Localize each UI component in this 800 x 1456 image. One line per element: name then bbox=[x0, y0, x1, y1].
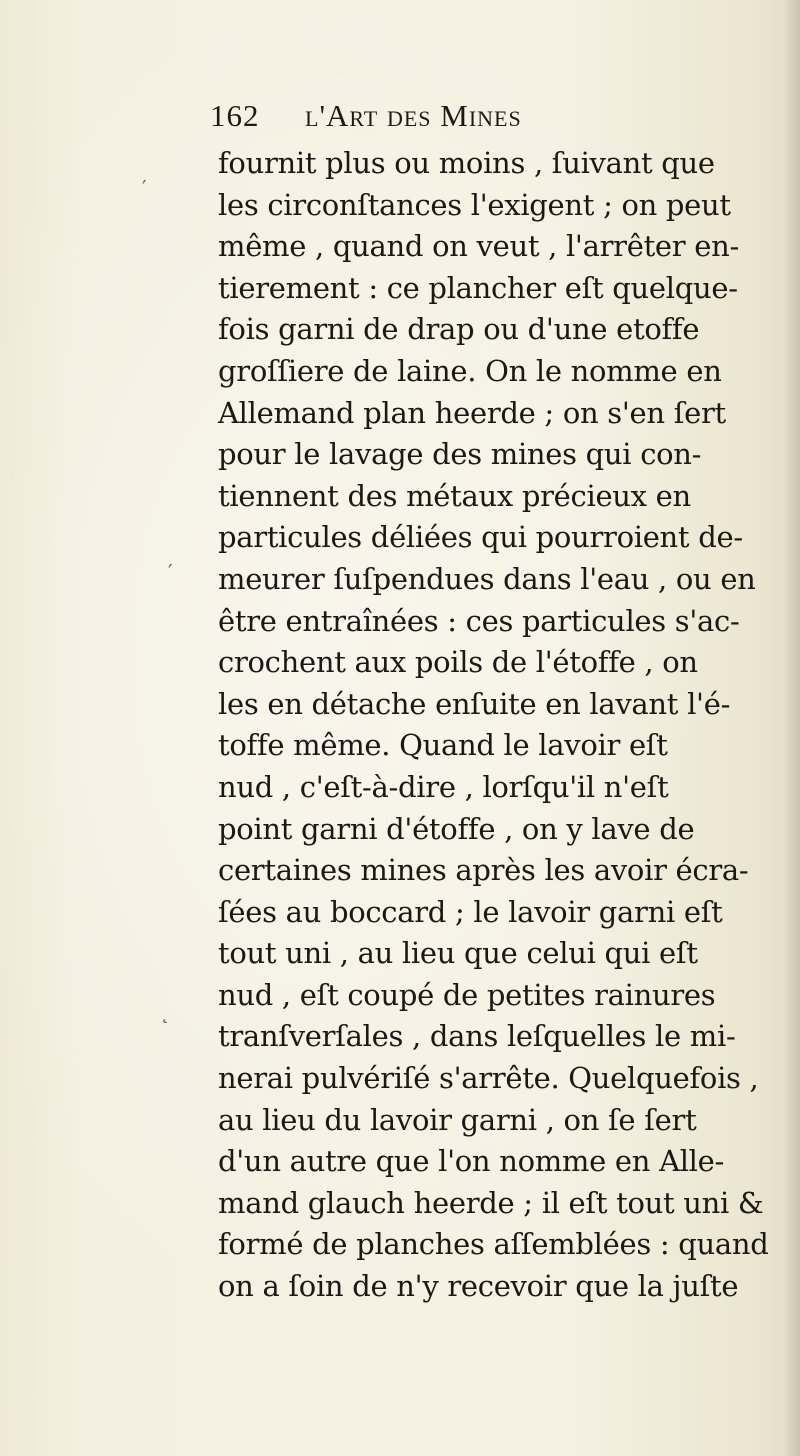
text-line: formé de planches aſſemblées : quand bbox=[218, 1227, 769, 1262]
running-head: l'Art des Mines bbox=[305, 98, 522, 133]
text-line: nud , c'eſt-à-dire , lorſqu'il n'eſt bbox=[218, 769, 669, 804]
text-line: toffe même. Quand le lavoir eſt bbox=[218, 728, 668, 763]
text-line: on a ſoin de n'y recevoir que la juſte bbox=[218, 1269, 739, 1304]
text-line: d'un autre que l'on nomme en Alle- bbox=[218, 1144, 725, 1179]
text-line: fournit plus ou moins , ſuivant que bbox=[218, 146, 715, 180]
text-line: les en détache enſuite en lavant l'é- bbox=[218, 686, 731, 721]
text-line: pour le lavage des mines qui con- bbox=[218, 437, 702, 472]
text-line: nud , eſt coupé de petites rainures bbox=[218, 977, 716, 1012]
text-line: tranſverſales , dans leſquelles le mi- bbox=[218, 1019, 736, 1054]
page-number: 162 bbox=[210, 98, 260, 133]
text-line: même , quand on veut , l'arrêter en- bbox=[218, 229, 740, 264]
text-line: Allemand plan heerde ; on s'en ſert bbox=[218, 395, 726, 430]
text-line: être entraînées : ces particules s'ac- bbox=[218, 603, 740, 638]
text-line: groſſiere de laine. On le nomme en bbox=[218, 353, 722, 388]
text-line: point garni d'étoffe , on y lave de bbox=[218, 811, 695, 846]
text-line: tiennent des métaux précieux en bbox=[218, 478, 691, 513]
text-line: au lieu du lavoir garni , on ſe ſert bbox=[218, 1102, 697, 1137]
text-line: crochent aux poils de l'étoffe , on bbox=[218, 645, 698, 680]
text-line: mand glauch heerde ; il eſt tout uni & bbox=[218, 1185, 764, 1220]
margin-speck: ′ bbox=[168, 560, 173, 584]
text-line: certaines mines après les avoir écra- bbox=[218, 853, 749, 888]
text-line: tierement : ce plancher eſt quelque- bbox=[218, 270, 738, 305]
body-text bbox=[218, 143, 788, 1308]
text-line: tout uni , au lieu que celui qui eſt bbox=[218, 936, 698, 971]
text-line: les circonſtances l'exigent ; on peut bbox=[218, 187, 731, 222]
text-line: fois garni de drap ou d'une etoffe bbox=[218, 312, 700, 347]
text-line: nerai pulvériſé s'arrête. Quelquefois , bbox=[218, 1061, 759, 1096]
margin-speck: ˛ bbox=[160, 1000, 170, 1024]
text-line: meurer ſuſpendues dans l'eau , ou en bbox=[218, 561, 756, 596]
margin-speck: ′ bbox=[142, 176, 147, 200]
text-line: particules déliées qui pourroient de- bbox=[218, 520, 743, 555]
text-line: ſées au boccard ; le lavoir garni eſt bbox=[218, 894, 723, 929]
page-header bbox=[210, 98, 610, 140]
